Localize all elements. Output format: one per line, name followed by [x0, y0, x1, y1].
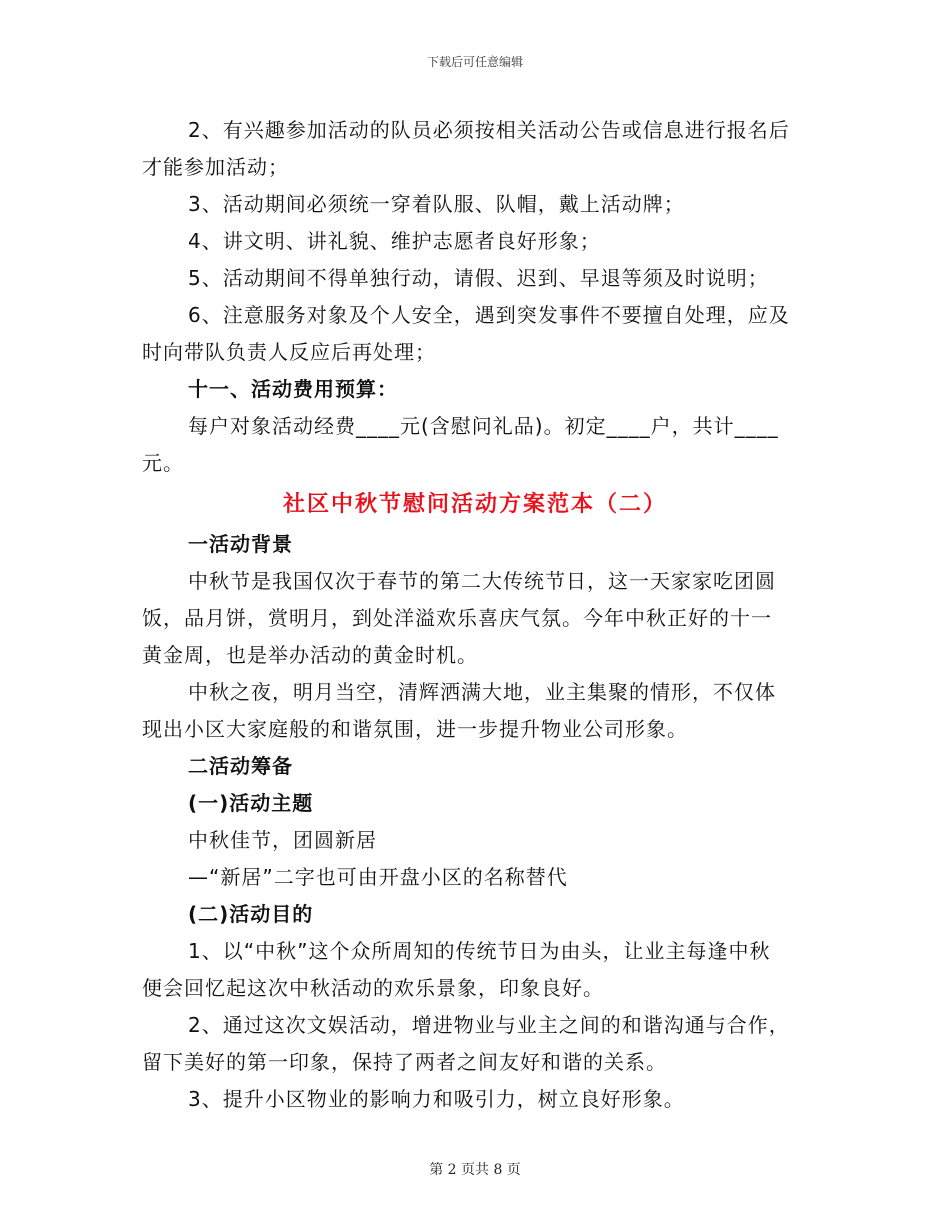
page-header: 下载后可任意编辑 [426, 55, 523, 69]
section-heading: 二活动筹备 [188, 754, 293, 778]
section-heading: 十一、活动费用预算： [188, 377, 398, 401]
document-body [142, 112, 808, 1118]
paragraph-line: 2、有兴趣参加活动的队员必须按相关活动公告或信息进行报名后 [188, 118, 790, 142]
paragraph-line: 中秋佳节，团圆新居 [188, 828, 377, 852]
page-footer: 第 2 页共 8 页 [429, 1162, 521, 1178]
paragraph-line: 元。 [142, 451, 184, 475]
paragraph-line: 1、以“中秋”这个众所周知的传统节日为由头，让业主每逢中秋 [188, 939, 771, 963]
paragraph-line: 每户对象活动经费____元(含慰问礼品)。初定____户，共计____ [188, 414, 779, 438]
paragraph-line: 时向带队负责人反应后再处理； [142, 340, 436, 364]
subsection-heading: (二)活动目的 [188, 902, 314, 926]
paragraph-line: 6、注意服务对象及个人安全，遇到突发事件不要擅自处理，应及 [188, 303, 790, 327]
paragraph-line: 4、讲文明、讲礼貌、维护志愿者良好形象； [188, 229, 601, 253]
paragraph-line: 现出小区大家庭般的和谐氛围，进一步提升物业公司形象。 [142, 717, 688, 741]
subsection-heading: (一)活动主题 [188, 791, 314, 815]
section-heading: 一活动背景 [188, 532, 293, 556]
paragraph-line: 3、活动期间必须统一穿着队服、队帽，戴上活动牌； [188, 192, 685, 216]
paragraph-line: 黄金周，也是举办活动的黄金时机。 [142, 643, 478, 667]
paragraph-line: 中秋之夜，明月当空，清辉洒满大地，业主集聚的情形，不仅体 [188, 680, 776, 704]
paragraph-line: 3、提升小区物业的影响力和吸引力，树立良好形象。 [188, 1087, 685, 1111]
paragraph-line: —“新居”二字也可由开盘小区的名称替代 [188, 865, 568, 889]
document-title: 社区中秋节慰问活动方案范本（二） [282, 491, 667, 517]
paragraph-line: 才能参加活动； [142, 155, 289, 179]
paragraph-line: 饭，品月饼，赏明月，到处洋溢欢乐喜庆气氛。今年中秋正好的十一 [142, 606, 772, 630]
paragraph-line: 中秋节是我国仅次于春节的第二大传统节日，这一天家家吃团圆 [188, 569, 776, 593]
paragraph-line: 便会回忆起这次中秋活动的欢乐景象，印象良好。 [142, 976, 604, 1000]
paragraph-line: 留下美好的第一印象，保持了两者之间友好和谐的关系。 [142, 1050, 667, 1074]
paragraph-line: 2、通过这次文娱活动，增进物业与业主之间的和谐沟通与合作， [188, 1013, 790, 1037]
paragraph-line: 5、活动期间不得单独行动，请假、迟到、早退等须及时说明； [188, 266, 769, 290]
